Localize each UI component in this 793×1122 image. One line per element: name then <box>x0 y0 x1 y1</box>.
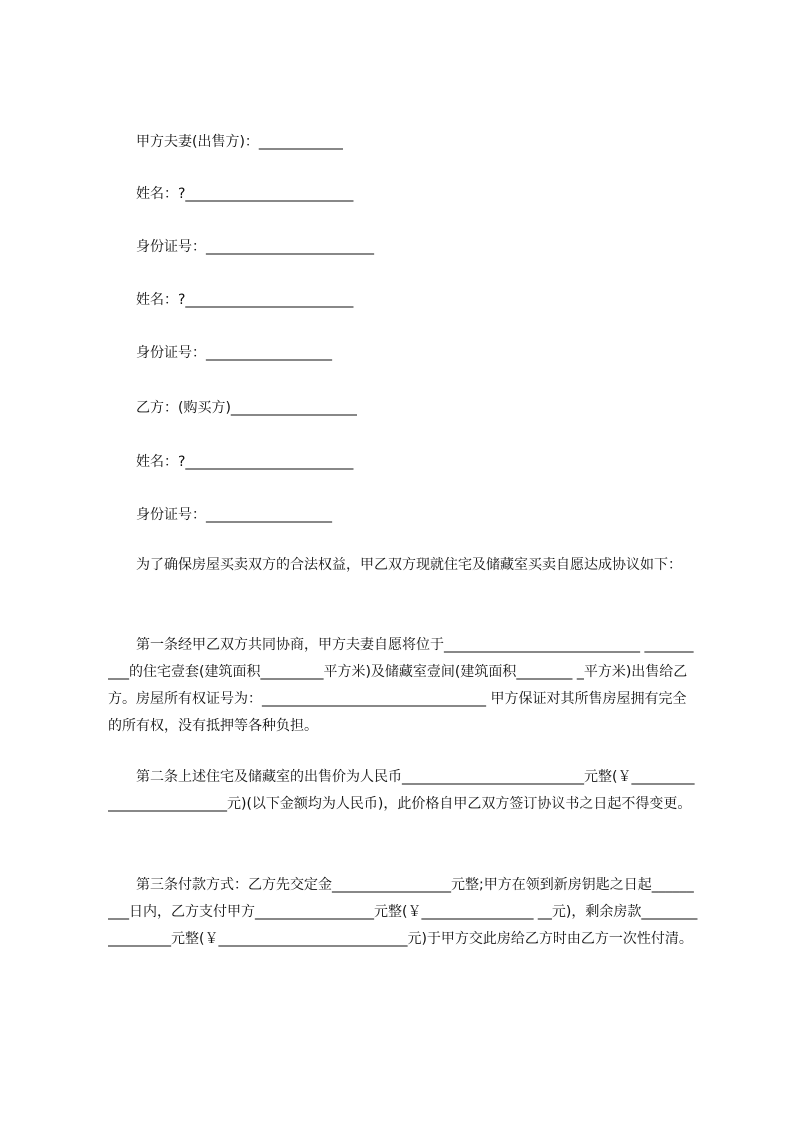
party-a-name-2: 姓名：?________________________ <box>136 292 354 308</box>
party-a-line: 甲方夫妻(出售方)：____________ <box>136 134 343 150</box>
party-a-name-1: 姓名：?________________________ <box>136 186 354 202</box>
party-b-name: 姓名：?________________________ <box>136 454 354 470</box>
party-a-id-2: 身份证号：__________________ <box>136 345 332 361</box>
article-1-paragraph: 第一条经甲乙双方共同协商，甲方夫妻自愿将位于____________________________ __________的住宅壹套(建筑面积_________平方米)及储藏室壹间(建筑面积________ _平方米)出售给乙方。房屋所有权证号为：________________________________ 甲方保证对其所售房屋拥有完全的所有权，没有抵押等各种负担。 <box>108 637 694 734</box>
article-2-paragraph: 第二条上述住宅及储藏室的出售价为人民币__________________________元整(￥__________________________元)(以下金额均为人民币)，此价格自甲乙双方签订协议书之日起不得变更。 <box>108 769 695 812</box>
party-a-id-1: 身份证号：________________________ <box>136 239 374 255</box>
article-3-paragraph: 第三条付款方式：乙方先交定金_________________元整;甲方在领到新房钥匙之日起_________日内，乙方支付甲方_________________元整(￥________________ __元)，剩余房款_________________元整(￥___________________________元)于甲方交此房给乙方时由乙方一次性付清。 <box>108 877 698 947</box>
party-b-id: 身份证号：__________________ <box>136 507 332 523</box>
party-b-line: 乙方：(购买方)__________________ <box>136 400 357 416</box>
intro-paragraph: 为了确保房屋买卖双方的合法权益，甲乙双方现就住宅及储藏室买卖自愿达成协议如下： <box>136 557 682 573</box>
